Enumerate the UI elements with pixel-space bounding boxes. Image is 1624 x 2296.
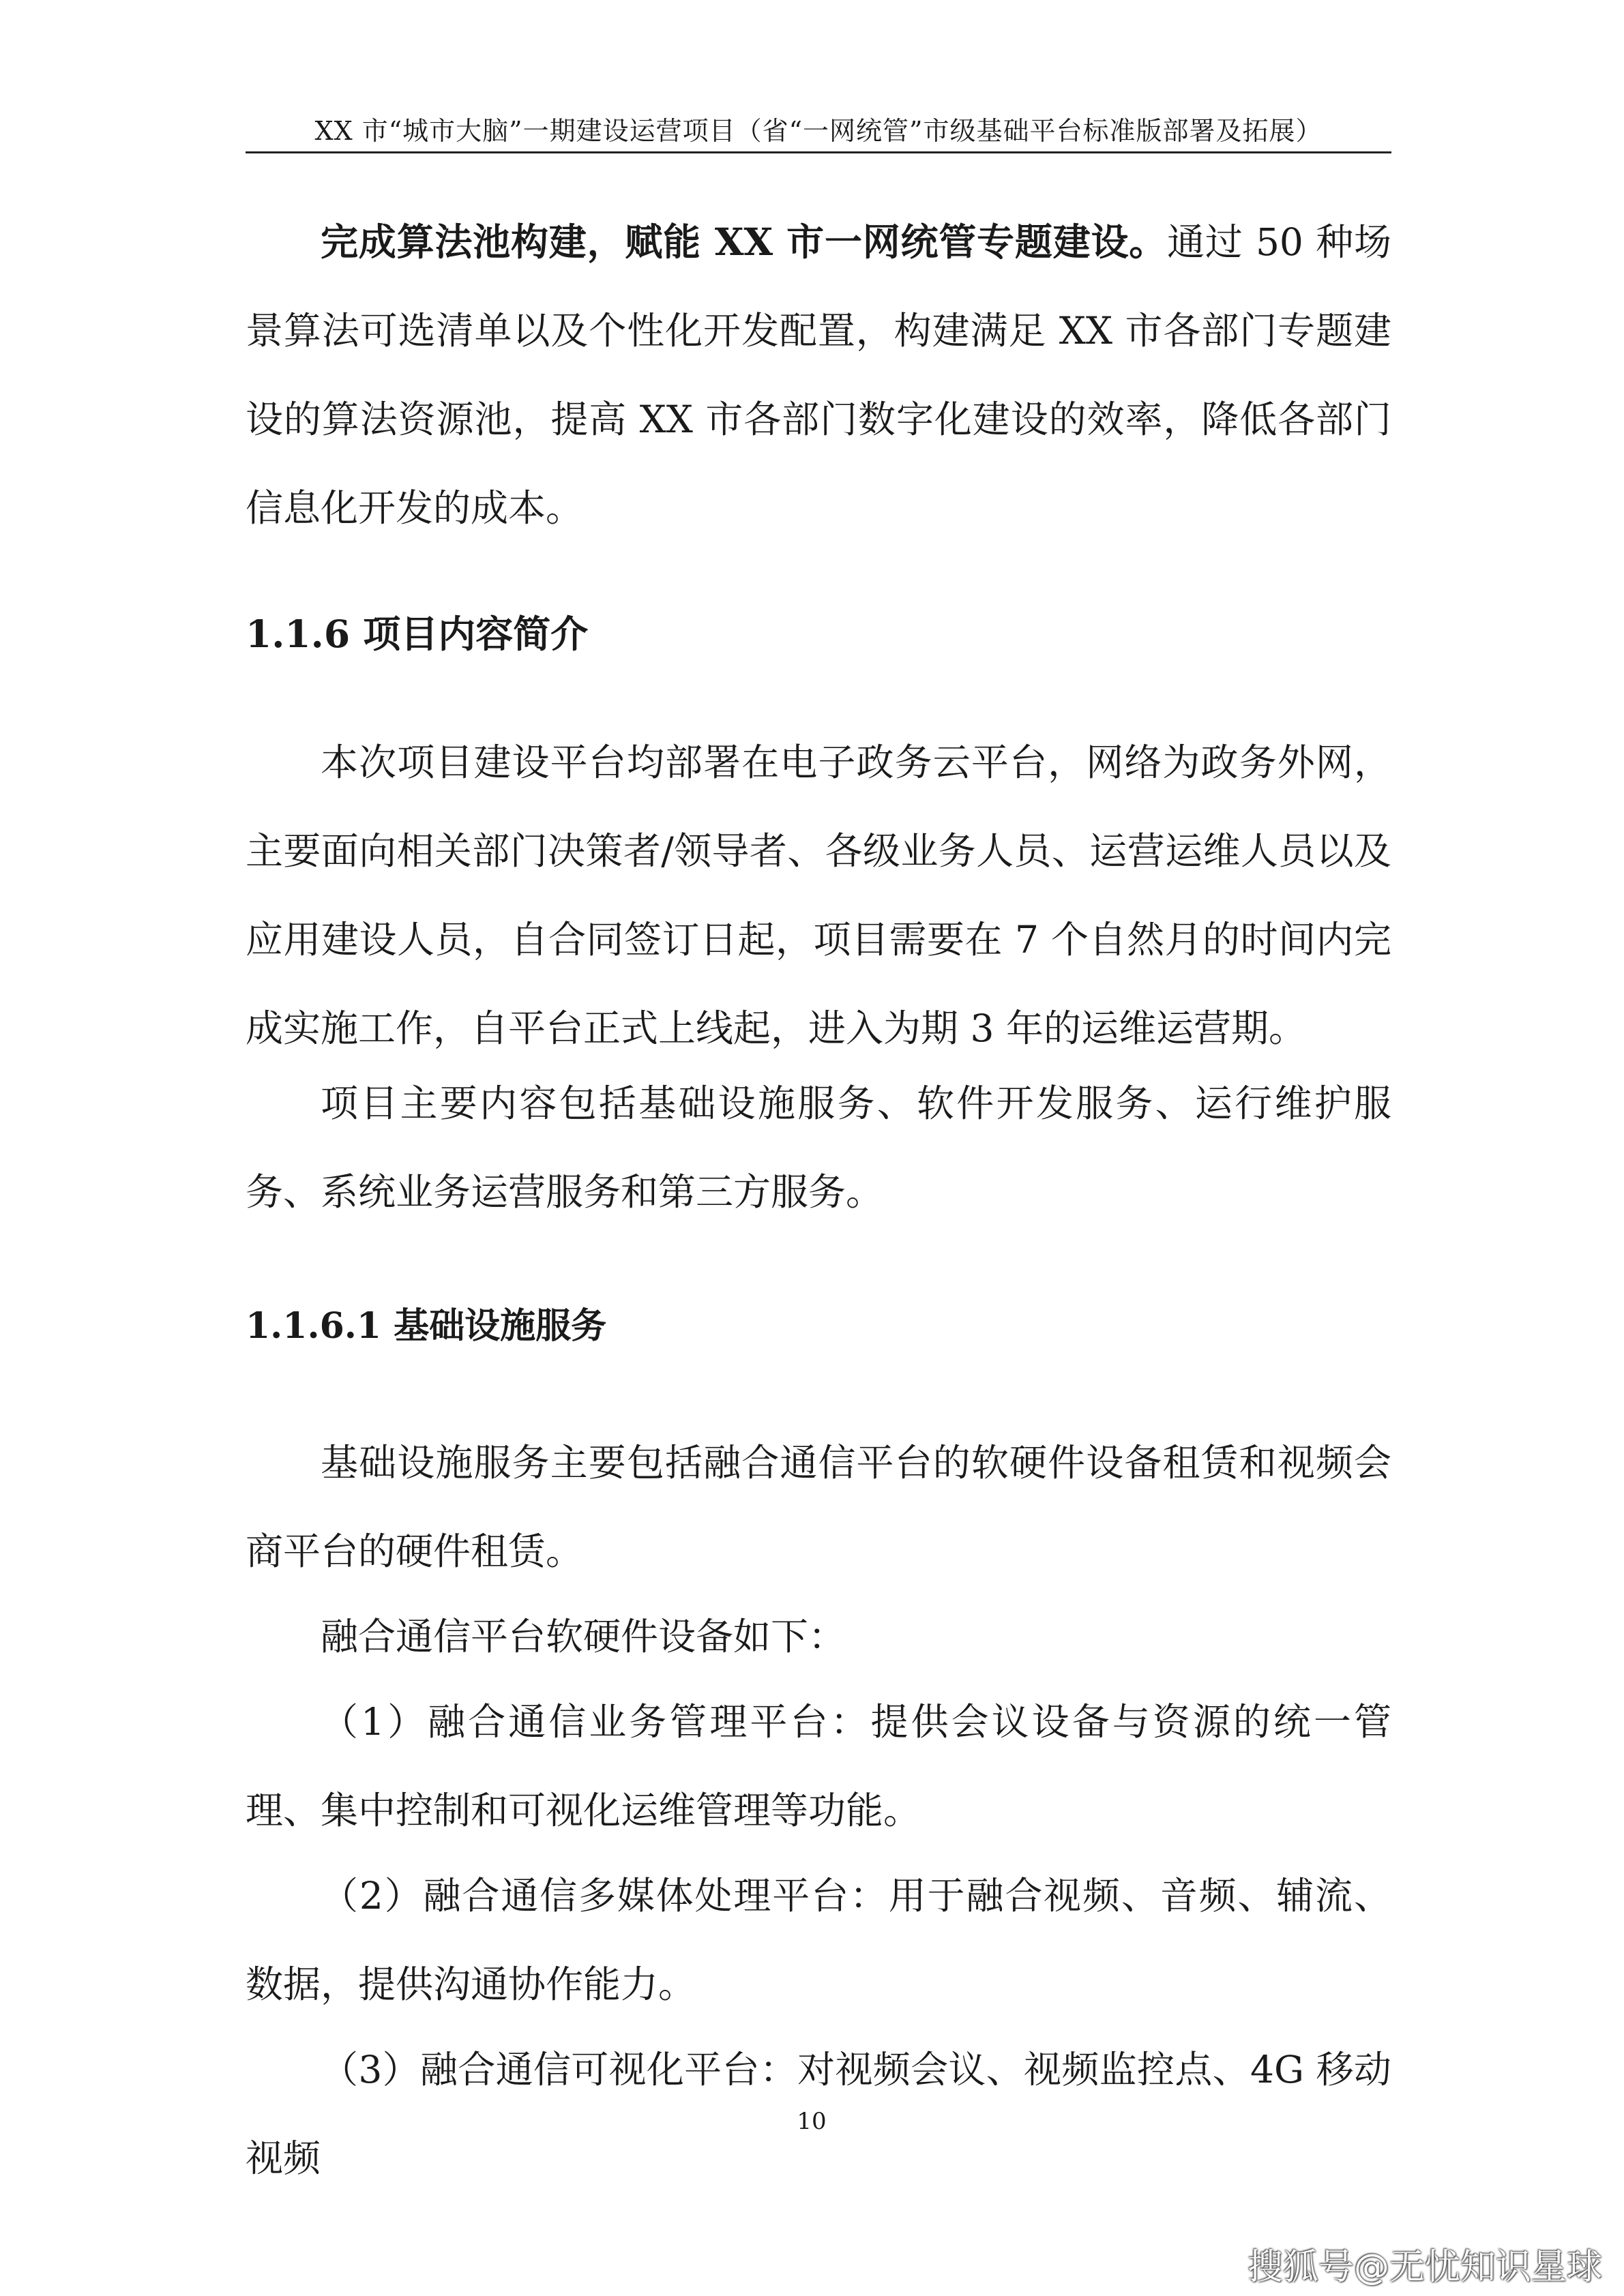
section-1161-paragraph-1: 基础设施服务主要包括融合通信平台的软硬件设备租赁和视频会商平台的硬件租赁。	[246, 1441, 1391, 1573]
watermark: 搜狐号@无忧知识星球	[1247, 2247, 1602, 2288]
list-item-1: （1）融合通信业务管理平台：提供会议设备与资源的统一管理、集中控制和可视化运维管理等功能。	[246, 1700, 1391, 1832]
list-item-2: （2）融合通信多媒体处理平台：用于融合视频、音频、辅流、数据，提供沟通协作能力。	[246, 1874, 1391, 2006]
section-heading-1-1-6-1: 1.1.6.1 基础设施服务	[246, 1305, 607, 1347]
header-divider	[246, 151, 1391, 153]
page-number: 10	[797, 2108, 827, 2135]
section-116-paragraph-2: 项目主要内容包括基础设施服务、软件开发服务、运行维护服务、系统业务运营服务和第三方服务。	[246, 1082, 1391, 1214]
section-116-paragraph-1: 本次项目建设平台均部署在电子政务云平台，网络为政务外网，主要面向相关部门决策者/领导者、各级业务人员、运营运维人员以及应用建设人员，自合同签订日起，项目需要在 7 个自然月的时间内完成实施工作，自平台正式上线起，进入为期 3 年的运维运营期。	[246, 741, 1391, 1050]
intro-lead-bold: 完成算法池构建，赋能 XX 市一网统管专题建设。	[321, 220, 1168, 264]
intro-paragraph	[246, 198, 1391, 552]
running-header: XX 市“城市大脑”一期建设运营项目（省“一网统管”市级基础平台标准版部署及拓展）	[314, 116, 1323, 146]
list-item-3: （3）融合通信可视化平台：对视频会议、视频监控点、4G 移动视频	[246, 2048, 1391, 2180]
section-1161-paragraph-2: 融合通信平台软硬件设备如下：	[321, 1615, 846, 1658]
intro-body: 通过 50 种场景算法可选清单以及个性化开发配置，构建满足 XX 市各部门专题建设的算法资源池，提高 XX 市各部门数字化建设的效率，降低各部门信息化开发的成本。	[246, 220, 1391, 530]
section-heading-1-1-6: 1.1.6 项目内容简介	[246, 612, 589, 656]
